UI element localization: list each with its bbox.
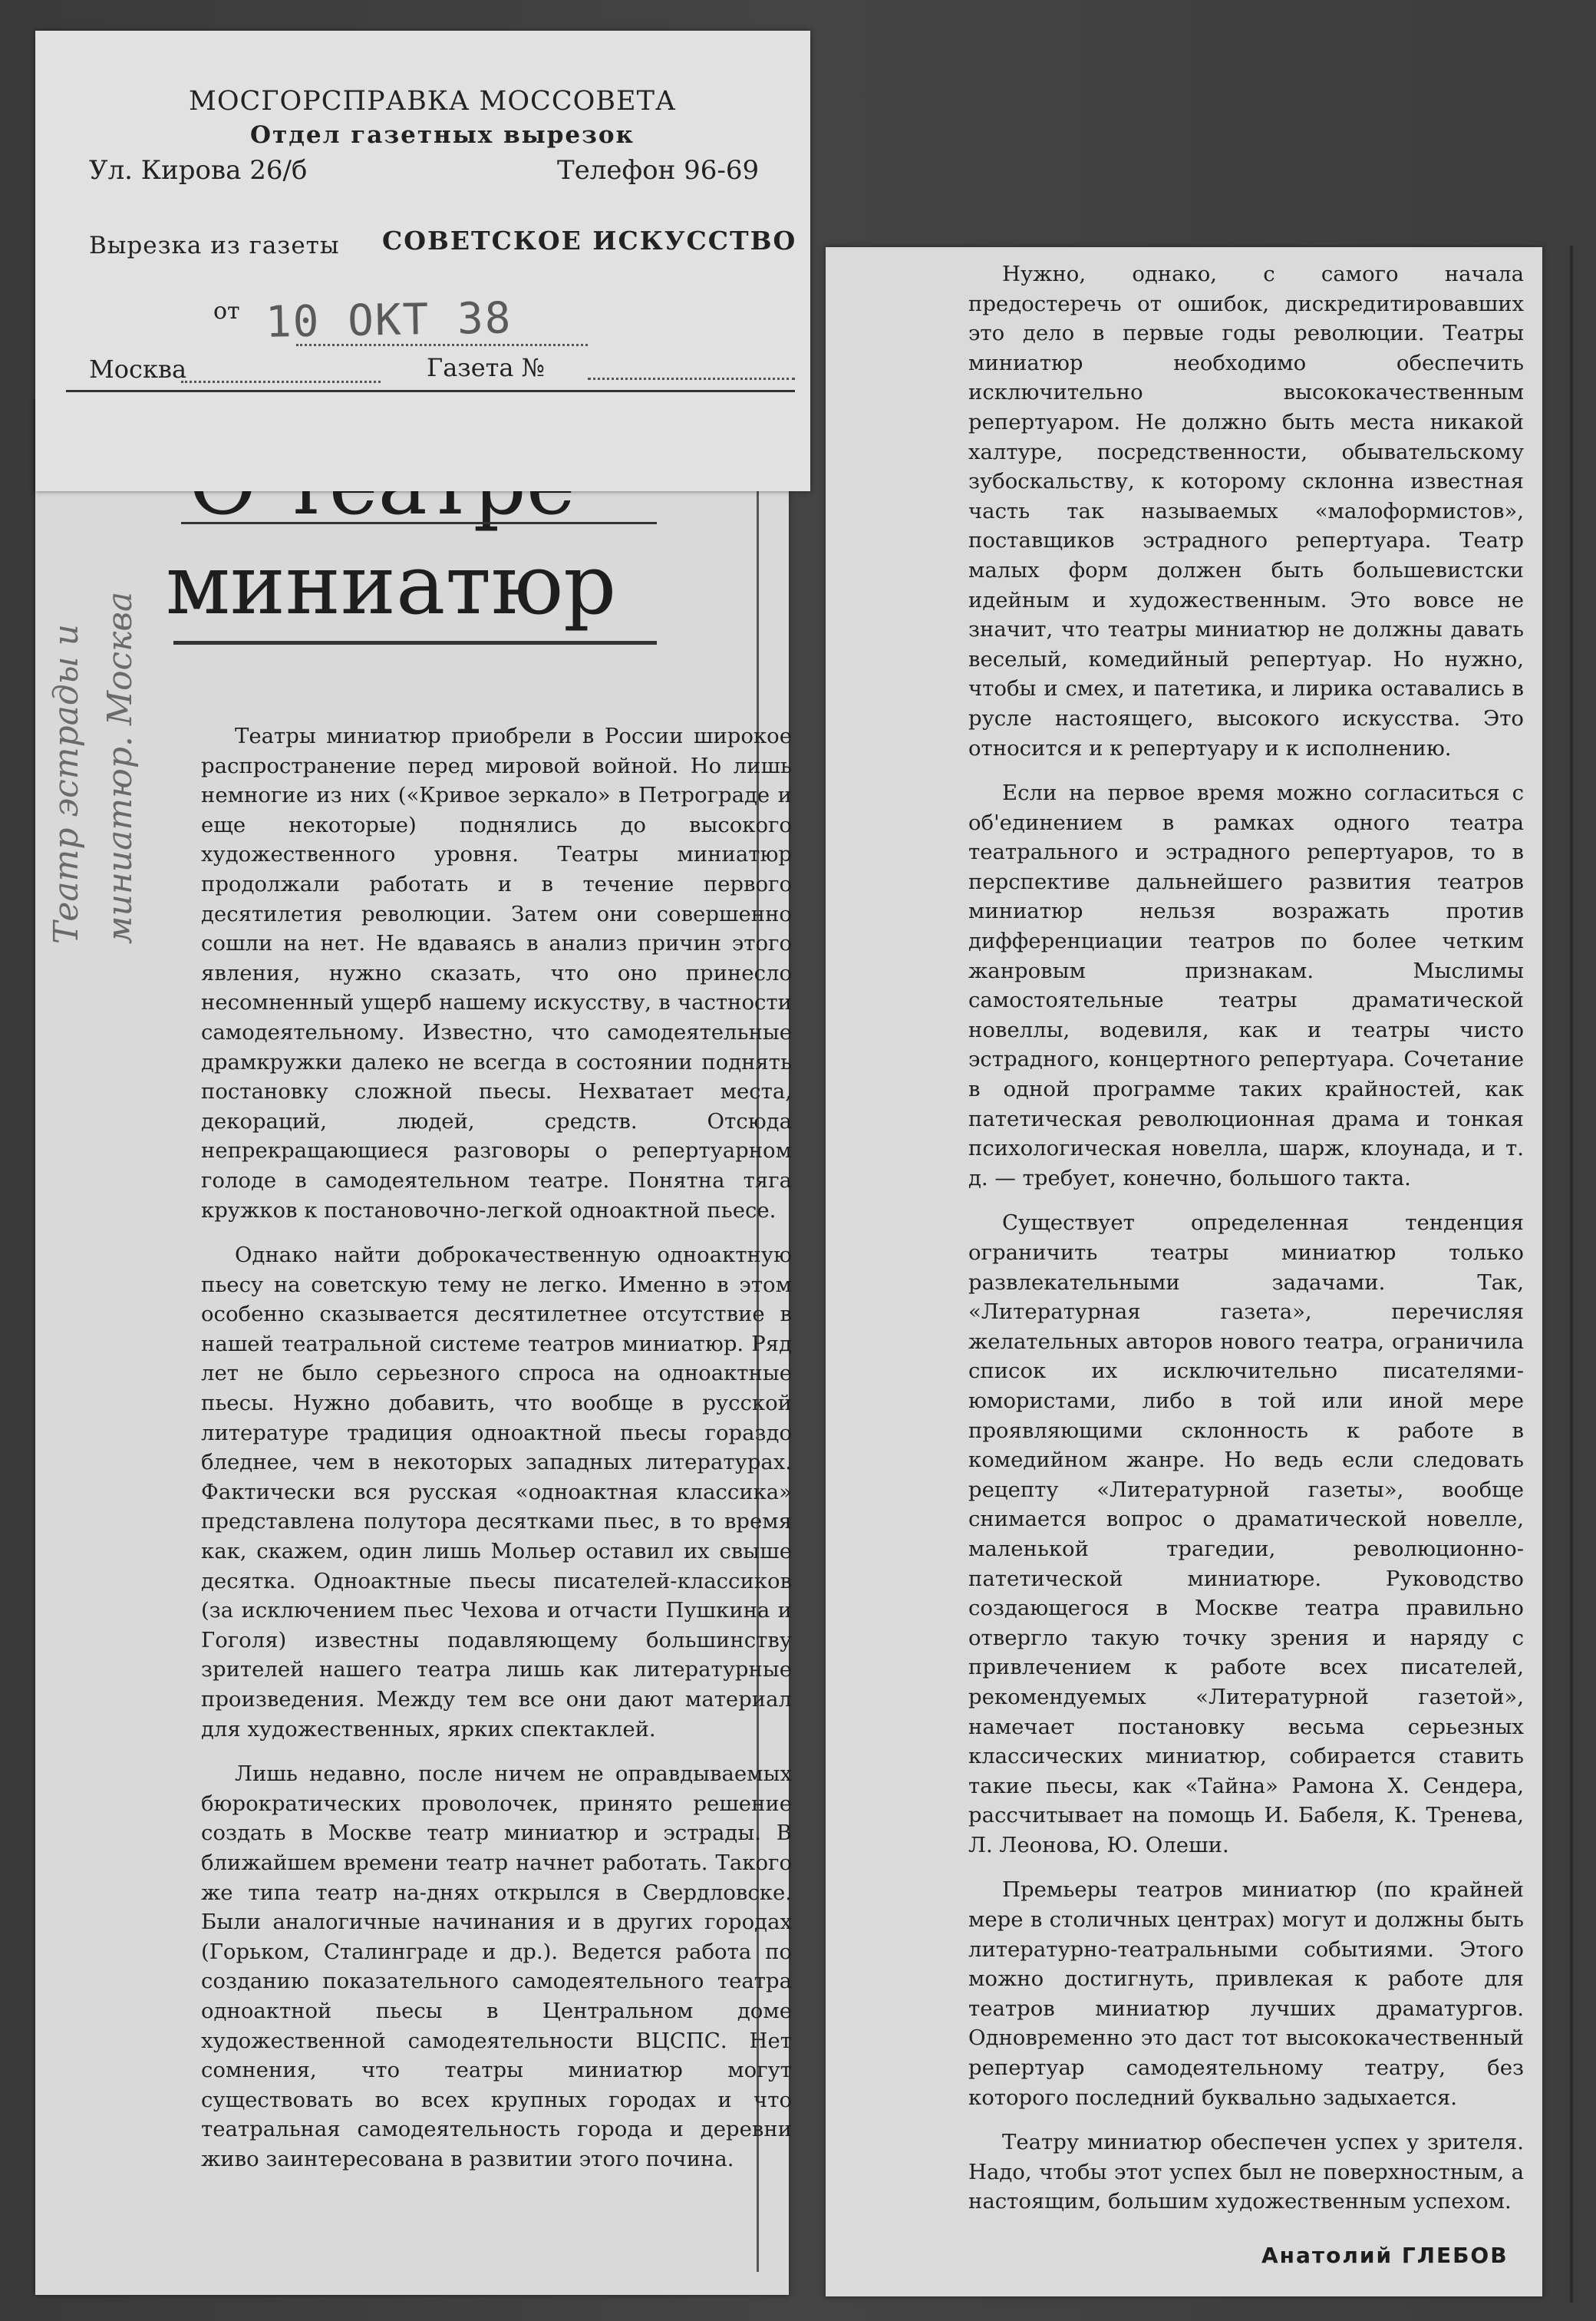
org-name: МОСГОРСПРАВКА МОССОВЕТА [189, 86, 677, 117]
paragraph: Нужно, однако, с самого начала предостеречь от ошибок, дискредитировавших это дело в первые годы революции. Театры миниатюр необходимо обеспечить исключительно высококачественным репертуаром. Не должно быть места никакой халтуре, посредственности, обывательскому зубоскальству, к которому склонна известная часть так называемых «малоформистов», поставщиков эстрадного репертуара. Театр малых форм должен быть большевистски идейным и художественным. Это вовсе не значит, что театры миниатюр не должны давать веселый, комедийный репертуар. Но нужно, чтобы и смех, и патетика, и лирика оставались в русле настоящего, высокого искусства. Это относится и к репертуару и к исполнению. [968, 262, 1524, 761]
paragraph: Лишь недавно, после ничем не оправдываемых бюрократических проволочек, принято решение создать в Москве театр миниатюр и эстрады. В ближайшем времени театр начнет работать. Такого же типа театр на-днях открылся в Свердловске. Были аналогичные начинания и в других городах (Горьком, Сталинграде и др.). Ведется работа по созданию показательного самодеятельного театра одноактной пьесы в Центральном доме художественной самодеятельности ВЦСПС. Нет сомнения, что театры миниатюр могут существовать во всех крупных городах и что театральная самодеятельность города и деревни живо заинтересована в развитии этого почина. [201, 1761, 792, 2171]
city-label: Москва [89, 355, 187, 384]
board-edge [1570, 246, 1573, 2303]
article-column-left [201, 721, 792, 2190]
city-field-line [181, 381, 381, 383]
paragraph: Существует определенная тенденция ограничить театры миниатюр только развлекательными задачами. Так, «Литературная газета», перечисляя желательных авторов нового театра, ограничила список их исключительно писателями-юмористами, либо в той или иной мере проявляющими склонность к работе в комедийном жанре. Но ведь если следовать рецепту «Литературной газеты», вообще снимается вопрос о драматической новелле, маленькой трагедии, революционно-патетической миниатюре. Руководство создающегося в Москве театра правильно отвергло такую точку зрения и наряду с привлечением к работе всех писателей, рекомендуемых «Литературной газетой», намечает постановку весьма серьезных классических миниатюр, собирается ставить такие пьесы, как «Тайна» Рамона Х. Сендера, рассчитывает на помощь И. Бабеля, К. Тренева, Л. Леонова, Ю. Олеши. [968, 1210, 1524, 1857]
article-column-right [968, 259, 1524, 2232]
date-label: от [213, 298, 240, 325]
phone: Телефон 96-69 [557, 155, 760, 186]
paragraph: Театры миниатюр приобрели в России широкое распространение перед мировой войной. Но лишь немногие из них («Кривое зеркало» в Петрограде и еще некоторые) поднялись до высокого художественного уровня. Театры миниатюр продолжали работать и в течение первого десятилетия революции. Затем они совершенно сошли на нет. Не вдаваясь в анализ причин этого явления, нужно сказать, что оно принесло несомненный ущерб нашему искусству, в частности самодеятельному. Известно, что самодеятельные драмкружки далеко не всегда в состоянии поднять постановку сложной пьесы. Нехватает места, декораций, людей, средств. Отсюда непрекращающиеся разговоры о репертуарном голоде в самодеятельном театре. Понятна тяга кружков к постановочно-легкой одноактной пьесе. [201, 724, 792, 1223]
article-title-line-2: миниатюр [166, 537, 617, 633]
handwritten-note: Театр эстрады и миниатюр. Москва [47, 591, 140, 944]
clip-label: Вырезка из газеты [89, 232, 340, 259]
paragraph: Если на первое время можно согласиться с об'единением в рамках одного театра театрального и эстрадного репертуаров, то в перспективе дальнейшего развития театров миниатюр нельзя возражать против дифференциации театров по более четким жанровым признакам. Мыслимы самостоятельные театры драматической новеллы, водевиля, как и театры чисто эстрадного, концертного репертуара. Сочетание в одной программе таких крайностей, как патетическая революционная драма и тонкая психологическая новелла, шарж, клоунада, и т. д. — требует, конечно, большого такта. [968, 781, 1524, 1190]
clipping-service-header [35, 31, 810, 491]
paragraph: Однако найти доброкачественную одноактную пьесу на советскую тему не легко. Именно в этом особенно сказывается десятилетнее отсутствие в нашей театральной системе театров миниатюр. Ряд лет не было серьезного спроса на одноактные пьесы. Нужно добавить, что вообще в русской литературе традиция одноактной пьесы гораздо бледнее, чем в некоторых западных литературах. Фактически вся русская «одноактная классика» представлена полутора десятками пьес, в то время как, скажем, один лишь Мольер оставил их свыше десятка. Одноактные пьесы писателей-классиков (за исключением пьес Чехова и отчасти Пушкина и Гоголя) известны подавляющему большинству зрителей нашего театра лишь как литературные произведения. Между тем все они дают материал для художественных, ярких спектаклей. [201, 1243, 792, 1742]
date-stamp: 10 ОКТ 38 [265, 293, 513, 348]
title-underline [173, 641, 657, 645]
article-clipping-left [35, 399, 792, 2295]
author-signature: Анатолий ГЛЕБОВ [1261, 2243, 1509, 2268]
header-bottom-rule [66, 390, 795, 392]
paragraph: Театру миниатюр обеспечен успех у зрителя. Надо, чтобы этот успех был не поверхностным, а настоящим, большим художественным успехом. [968, 2130, 1524, 2214]
issue-label: Газета № [427, 353, 545, 382]
newspaper-name: СОВЕТСКОЕ ИСКУССТВО [382, 226, 797, 256]
department-name: Отдел газетных вырезок [250, 121, 635, 149]
issue-field-line [588, 378, 795, 380]
paragraph: Премьеры театров миниатюр (по крайней мере в столичных центрах) могут и должны быть литературно-театральными событиями. Этого можно достигнуть, привлекая к работе для театров миниатюр лучших драматургов. Одновременно это даст тот высококачественный репертуар самодеятельному театру, без которого последний буквально задыхается. [968, 1877, 1524, 2110]
address: Ул. Кирова 26/б [89, 155, 308, 186]
title-divider [181, 522, 657, 524]
article-clipping-right [826, 247, 1542, 2296]
